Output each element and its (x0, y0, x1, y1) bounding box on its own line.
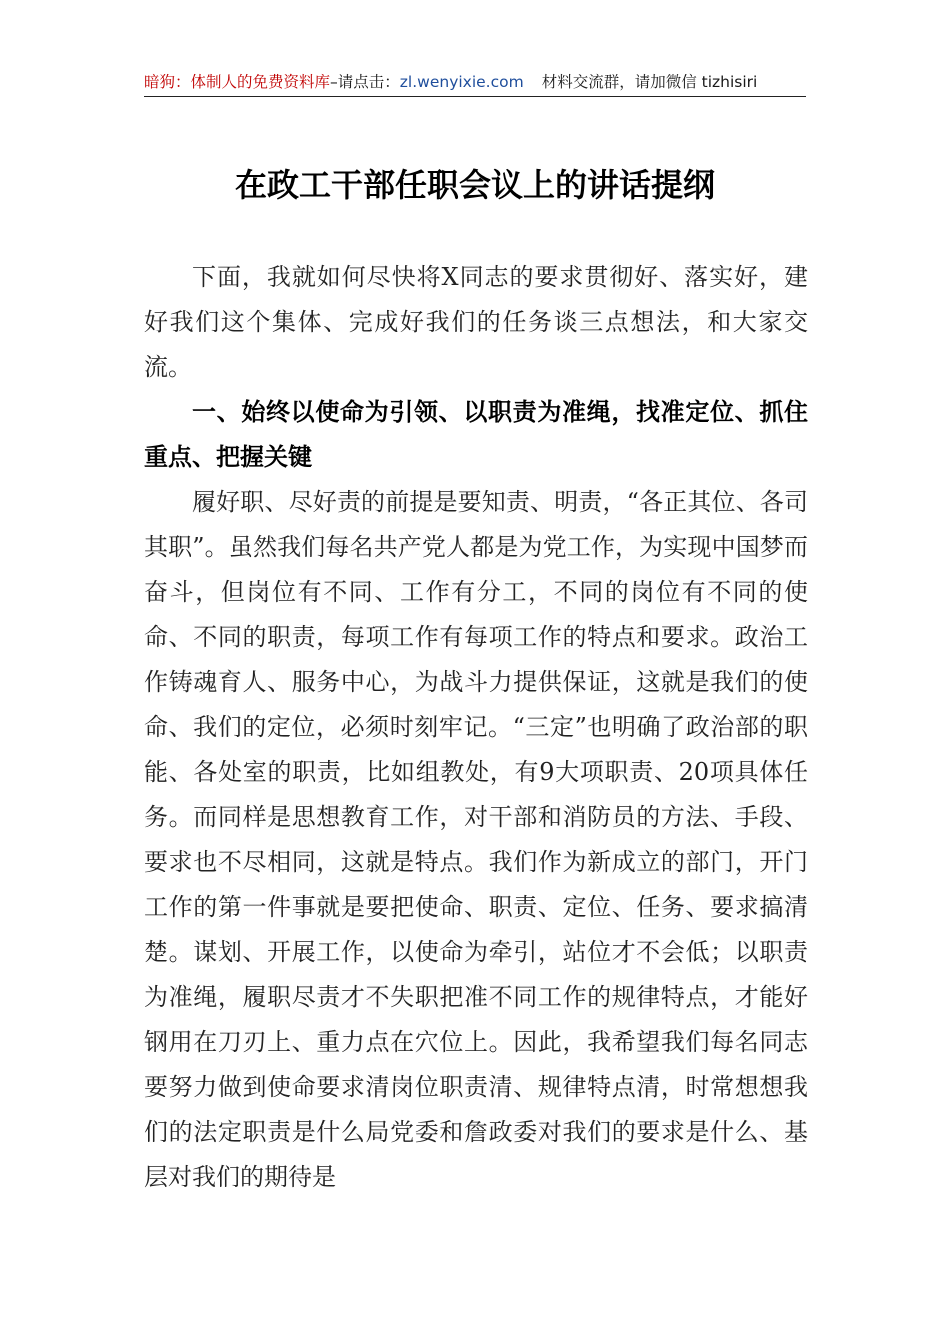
header-banner (144, 70, 806, 94)
header-prompt: –请点击： (330, 73, 400, 91)
section-heading: 一、始终以使命为引领、以职责为准绳，找准定位、抓住重点、把握关键 (144, 398, 808, 471)
document-body (144, 255, 808, 1200)
body-paragraph: 履好职、尽好责的前提是要知责、明责，“各正其位、各司其职”。虽然我们每名共产党人都是为党工作，为实现中国梦而奋斗，但岗位有不同、工作有分工，不同的岗位有不同的使命、不同的职责，每项工作有每项工作的特点和要求。政治工作铸魂育人、服务中心，为战斗力提供保证，这就是我们的使命、我们的定位，必须时刻牢记。“三定”也明确了政治部的职能、各处室的职责，比如组教处，有9大项职责、20项具体任务。而同样是思想教育工作，对干部和消防员的方法、手段、要求也不尽相同，这就是特点。我们作为新成立的部门，开门工作的第一件事就是要把使命、职责、定位、任务、要求搞清楚。谋划、开展工作，以使命为牵引，站位才不会低；以职责为准绳，履职尽责才不失职把准不同工作的规律特点，才能好钢用在刀刃上、重力点在穴位上。因此，我希望我们每名同志要努力做到使命要求清岗位职责清、规律特点清，时常想想我们的法定职责是什么局党委和詹政委对我们的要求是什么、基层对我们的期待是 (144, 488, 808, 1191)
header-brand: 暗狗：体制人的免费资料库 (144, 73, 331, 91)
header-url-link[interactable]: zl.wenyixie.com (399, 73, 524, 91)
header-note: 材料交流群，请加微信 tizhisiri (541, 73, 758, 91)
intro-paragraph: 下面，我就如何尽快将X同志的要求贯彻好、落实好，建好我们这个集体、完成好我们的任务谈三点想法，和大家交流。 (144, 263, 808, 381)
document-title: 在政工干部任职会议上的讲话提纲 (234, 166, 715, 204)
header-divider (144, 96, 806, 97)
